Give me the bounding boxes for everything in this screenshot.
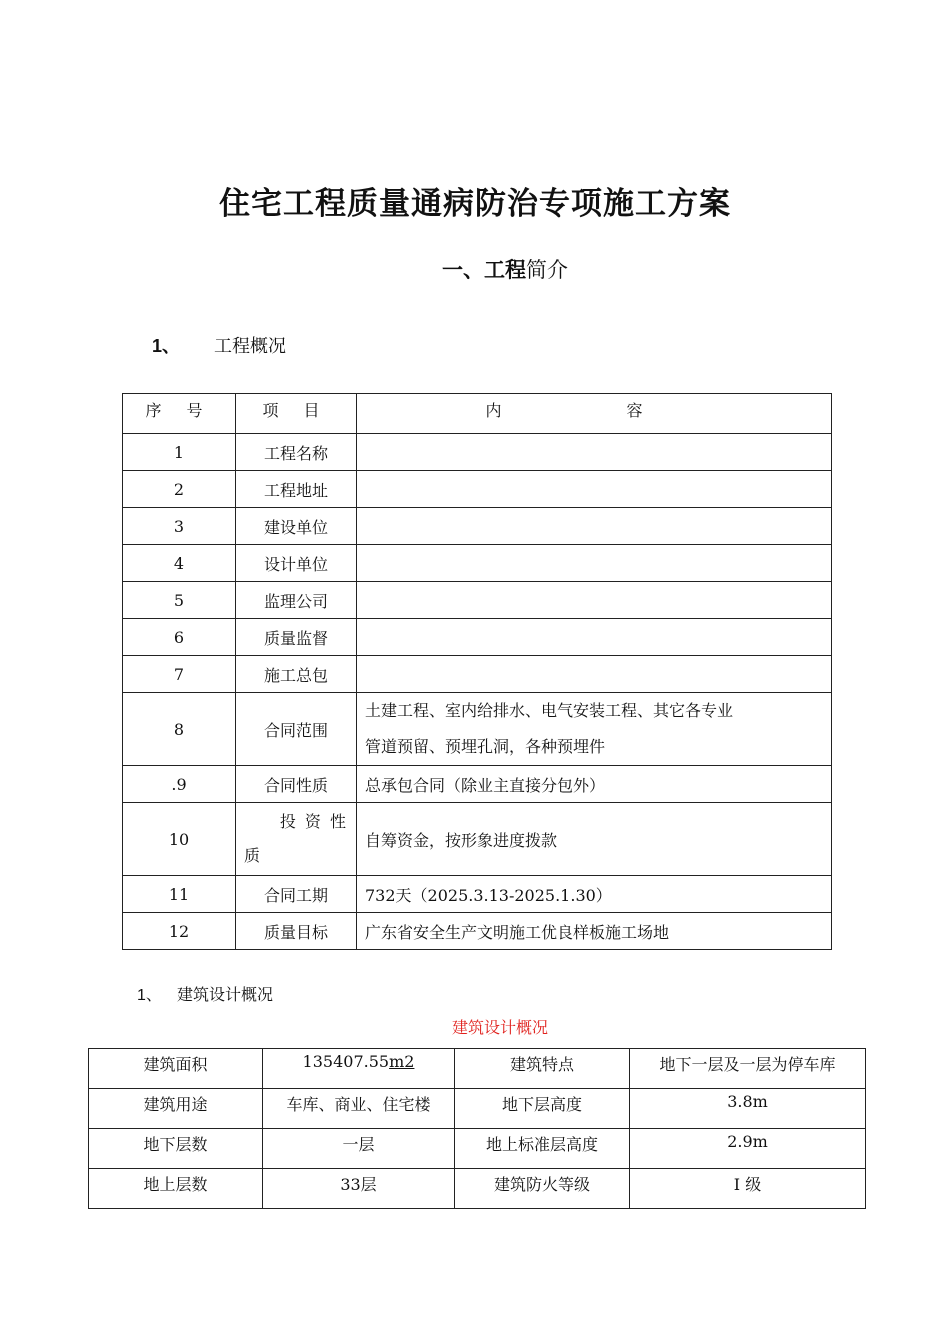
table-row xyxy=(123,876,832,913)
row-item-line: 投 资 性 xyxy=(279,812,348,831)
row-no: 6 xyxy=(123,619,236,656)
row-item-line: 质 xyxy=(244,846,261,865)
row-item: 监理公司 xyxy=(236,582,357,619)
section-heading-overview xyxy=(152,332,286,358)
cell-key: 地下层高度 xyxy=(455,1089,630,1129)
table-row xyxy=(123,545,832,582)
area-unit: m2 xyxy=(389,1052,415,1071)
section-heading-architecture xyxy=(137,982,273,1005)
row-content xyxy=(357,545,832,582)
cell-value: 车库、商业、住宅楼 xyxy=(263,1089,455,1129)
header-item: 项 目 xyxy=(236,394,357,434)
table-row xyxy=(89,1129,866,1169)
table-row xyxy=(123,656,832,693)
row-no: .9 xyxy=(123,766,236,803)
row-item: 设计单位 xyxy=(236,545,357,582)
row-item: 质量监督 xyxy=(236,619,357,656)
chapter-heading-rest: 简介 xyxy=(526,258,568,282)
cell-value: 地下一层及一层为停车库 xyxy=(630,1049,866,1089)
row-item: 建设单位 xyxy=(236,508,357,545)
row-content-line: 土建工程、室内给排水、电气安装工程、其它各专业 xyxy=(365,701,734,720)
row-item: 质量目标 xyxy=(236,913,357,950)
row-item xyxy=(236,803,357,876)
cell-key: 地上层数 xyxy=(89,1169,263,1209)
project-overview-table xyxy=(122,393,832,950)
header-no: 序 号 xyxy=(123,394,236,434)
row-no: 10 xyxy=(123,803,236,876)
table-row xyxy=(89,1169,866,1209)
cell-value: 2.9m xyxy=(630,1129,866,1169)
row-content: 广东省安全生产文明施工优良样板施工场地 xyxy=(357,913,832,950)
cell-value: 33层 xyxy=(263,1169,455,1209)
table-row xyxy=(89,1049,866,1089)
row-content xyxy=(357,582,832,619)
chapter-heading-bold: 一、工程 xyxy=(442,258,526,282)
row-no: 1 xyxy=(123,434,236,471)
area-value: 135407.55 xyxy=(302,1052,390,1071)
row-no: 11 xyxy=(123,876,236,913)
cell-value: Ⅰ 级 xyxy=(630,1169,866,1209)
cell-value xyxy=(263,1049,455,1089)
row-content xyxy=(357,693,832,766)
cell-key: 地上标准层高度 xyxy=(455,1129,630,1169)
architecture-table xyxy=(88,1048,866,1209)
row-no: 5 xyxy=(123,582,236,619)
row-content: 总承包合同（除业主直接分包外） xyxy=(357,766,832,803)
cell-key: 建筑面积 xyxy=(89,1049,263,1089)
chapter-heading xyxy=(442,254,568,284)
row-no: 2 xyxy=(123,471,236,508)
cell-value: 3.8m xyxy=(630,1089,866,1129)
document-title: 住宅工程质量通病防治专项施工方案 xyxy=(219,186,731,222)
row-content-line: 管道预留、预埋孔洞，各种预埋件 xyxy=(365,737,606,756)
row-content xyxy=(357,508,832,545)
table-row xyxy=(123,693,832,766)
row-content xyxy=(357,471,832,508)
table-caption: 建筑设计概况 xyxy=(451,1018,548,1037)
row-content xyxy=(357,656,832,693)
table-row xyxy=(123,582,832,619)
row-no: 7 xyxy=(123,656,236,693)
table-row xyxy=(123,766,832,803)
cell-key: 建筑用途 xyxy=(89,1089,263,1129)
section-number: 1、 xyxy=(152,336,181,356)
cell-key: 建筑特点 xyxy=(455,1049,630,1089)
table-row xyxy=(123,803,832,876)
row-content xyxy=(357,619,832,656)
section-label: 工程概况 xyxy=(214,336,286,357)
row-item: 工程地址 xyxy=(236,471,357,508)
section-label: 建筑设计概况 xyxy=(177,985,274,1004)
row-no: 3 xyxy=(123,508,236,545)
section-number: 1、 xyxy=(137,987,162,1004)
row-no: 12 xyxy=(123,913,236,950)
table-header-row xyxy=(123,394,832,434)
table-row xyxy=(123,434,832,471)
row-content xyxy=(357,434,832,471)
row-item: 施工总包 xyxy=(236,656,357,693)
table-row xyxy=(89,1089,866,1129)
row-item: 工程名称 xyxy=(236,434,357,471)
row-content: 732天（2025.3.13-2025.1.30） xyxy=(357,876,832,913)
table-row xyxy=(123,619,832,656)
cell-value: 一层 xyxy=(263,1129,455,1169)
row-no: 4 xyxy=(123,545,236,582)
cell-key: 地下层数 xyxy=(89,1129,263,1169)
row-no: 8 xyxy=(123,693,236,766)
header-content: 内 容 xyxy=(357,394,832,434)
row-content: 自筹资金，按形象进度拨款 xyxy=(357,803,832,876)
row-item: 合同范围 xyxy=(236,693,357,766)
row-item: 合同工期 xyxy=(236,876,357,913)
table-row xyxy=(123,471,832,508)
table-row xyxy=(123,508,832,545)
table-row xyxy=(123,913,832,950)
cell-key: 建筑防火等级 xyxy=(455,1169,630,1209)
row-item: 合同性质 xyxy=(236,766,357,803)
